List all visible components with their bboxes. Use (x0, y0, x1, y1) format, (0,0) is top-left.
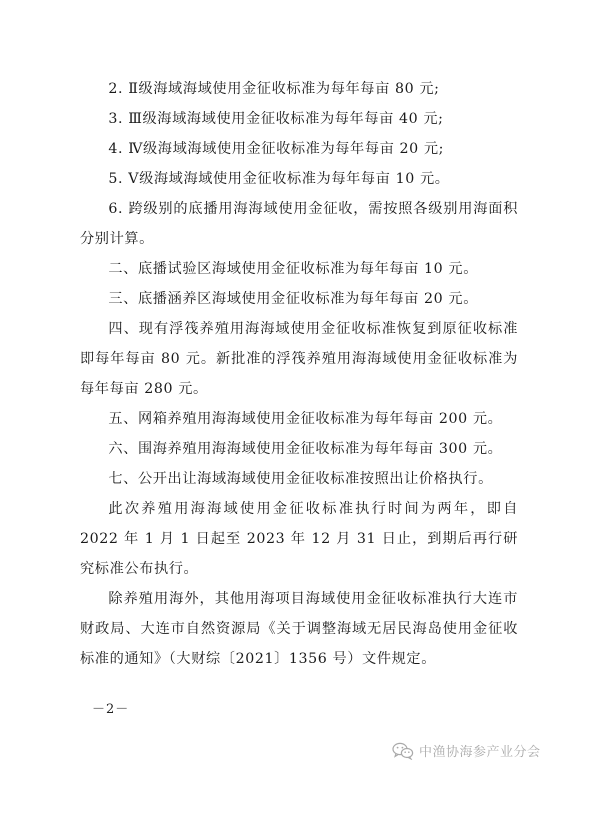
paragraph-grade-5: 5. Ⅴ级海域海域使用金征收标准为每年每亩 10 元。 (108, 171, 450, 187)
paragraph-other-uses: 除养殖用海外，其他用海项目海域使用金征收标准执行大连市财政局、大连市自然资源局《关于调整海域无居民海岛使用金征收标准的通知》（大财综〔2021〕1356 号）文件规定。 (80, 591, 518, 667)
page-number: －2－ (92, 702, 130, 717)
watermark (392, 741, 541, 760)
paragraph-cross-grade: 6. 跨级别的底播用海海域使用金征收，需按照各级别用海面积分别计算。 (80, 201, 518, 247)
paragraph-grade-4: 4. Ⅳ级海域海域使用金征收标准为每年每亩 20 元; (108, 141, 445, 157)
paragraph-grade-3: 3. Ⅲ级海域海域使用金征收标准为每年每亩 40 元; (108, 111, 444, 127)
paragraph-validity-period: 此次养殖用海海域使用金征收标准执行时间为两年，即自 2022 年 1 月 1 日起至 2023 年 12 月 31 日止，到期后再行研究标准公布执行。 (80, 501, 518, 577)
paragraph-grade-2: 2. Ⅱ级海域海域使用金征收标准为每年每亩 80 元; (108, 81, 440, 97)
paragraph-trial-zone: 二、底播试验区海域使用金征收标准为每年每亩 10 元。 (108, 261, 478, 277)
document-body (80, 74, 518, 674)
paragraph-conservation-zone: 三、底播涵养区海域使用金征收标准为每年每亩 20 元。 (108, 291, 478, 307)
paragraph-public-transfer: 七、公开出让海域海域使用金征收标准按照出让价格执行。 (108, 471, 493, 487)
paragraph-raft-culture: 四、现有浮筏养殖用海海域使用金征收标准恢复到原征收标准即每年每亩 80 元。新批准的浮筏养殖用海海域使用金征收标准为每年每亩 280 元。 (80, 321, 518, 397)
paragraph-enclosure-culture: 六、围海养殖用海海域使用金征收标准为每年每亩 300 元。 (108, 441, 503, 457)
paragraph-cage-culture: 五、网箱养殖用海海域使用金征收标准为每年每亩 200 元。 (108, 411, 503, 427)
wechat-icon (392, 742, 414, 760)
watermark-text: 中渔协海参产业分会 (419, 745, 541, 760)
